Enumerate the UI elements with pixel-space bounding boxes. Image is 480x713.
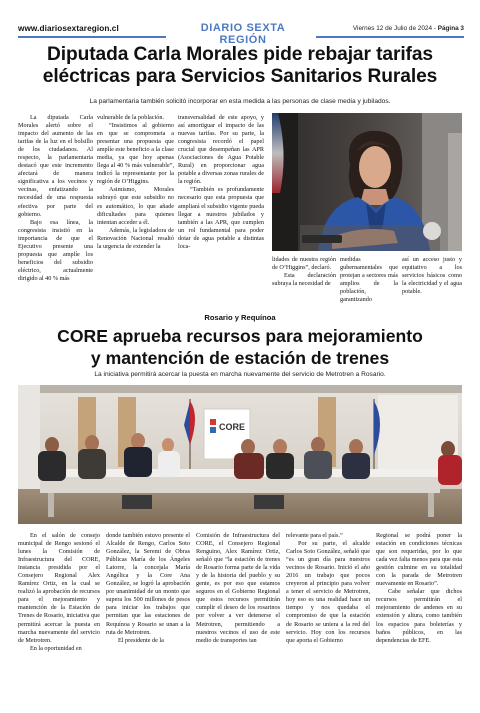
- article2-paragraph: Comisión de Infraestructura del CORE, el Consejero Regional Renguino, Alex Ramírez Ortiz, señaló que “la estación de trenes de Rosario forma parte de la vida y de la historia del pueblo y su gente, es por eso que estamos seguros en el Gobierno Regional que estos recursos permitirán cumplir el deseo de los rosarinos por volver a ver detenerse el Metrotren, permitiendo a nuestros vecinos el uso de este medio de transportes tan: [196, 532, 280, 644]
- article2-paragraph: El presidente de la: [118, 636, 164, 644]
- article1-deck: La parlamentaria también solicitó incorporar en esta medida a las personas de clase media y jubilados.: [89, 98, 391, 105]
- header-rule-right: [316, 36, 464, 38]
- article1-headline: [10, 44, 470, 88]
- article2-section-tag: Rosario y Requínoa: [204, 313, 276, 322]
- article1-paragraph: Además, la legisladora de Renovación Nacional resaltó la urgencia de extender la: [97, 226, 174, 250]
- page-date-info: [353, 25, 464, 32]
- article2-column-3: [196, 532, 280, 645]
- article2-column-5: [376, 532, 462, 645]
- article1-column-3: [178, 114, 264, 251]
- header-rule-left: [18, 36, 166, 38]
- article1-paragraph: “También es profundamente necesario que esta propuesta que ampliará el subsidio vigente pueda llegar a nuestros jubilados y también a las APR, que cumplen un rol fundamental para poder dotar de agua potable a distintas loca-: [178, 186, 264, 250]
- article1-paragraph: Esta declaración subraya la necesidad de: [272, 272, 336, 288]
- article2-deck: La iniciativa permitirá acercar la puesta en marcha nuevamente del servicio de Metrotren a Rosario.: [94, 371, 386, 378]
- article2-paragraph: donde también estuvo presente el Alcalde de Rengo, Carlos Soto González, la Seremi de Obras Públicas María de los Ángeles Latorre, la concejala María Angélica y la Core Ana González, se logró la aprobación por unanimidad de un monto que supera los 500 millones de pesos para iniciar los trabajos que permitan que las estaciones de Requínoa y Rosario se unan a la ruta de Metrotren.: [106, 532, 190, 636]
- article1-paragraph: transversalidad de este apoyo, y así amortiguar el impacto de las nuevas tarifas. Por su parte, la congresista recordó el papel crucial que desempeñan las APR (Asociaciones de Agua Potable Rural) en proporcionar agua potable a diversas zonas rurales de la región.: [178, 114, 264, 186]
- article2-paragraph: Regional se podrá poner la estación en condiciones técnicas que son requeridas, por lo que cada vez falta menos para que esta gestión culmine en su totalidad con la parada de Metrotren nuevamente en Rosario”.: [376, 532, 462, 588]
- article2-paragraph: Por su parte, el alcalde Carlos Soto González, señaló que “es un gran día para nuestros vecinos de Rosario. Inició el año 2016 un trabajo que pocos creyeron al principio para volver a tener el servicio de Metrotren, hoy eso es una realidad hace un tiempo y nos quedaba el compromiso de que la estación de Rosario se uniera a la red del servicio. Hoy con los recursos que aporta el Gobierno: [286, 540, 370, 644]
- article1-paragraph: vulnerable de la población.: [97, 114, 165, 121]
- article1-headline-line1: Diputada Carla Morales pide rebajar tarifas: [47, 44, 433, 65]
- article2-paragraph: En el salón de consejo municipal de Rengo sesionó el lunes la Comisión de Infraestructura del CORE, instancia presidida por el Consejero Regional Alex Ramírez Ortiz, en la cual se realizó la aprobación de recursos para el mejoramiento y mantención de la Estación de Trenes de Rosario, iniciativa que permitirá acercar la puesta en marcha nuevamente del servicio de Metrotren.: [18, 532, 100, 644]
- article1-paragraph: La diputada Carla Morales alertó sobre el impacto del aumento de las tarifas de la luz en el bolsillo de los ciudadanos. Al respecto, la parlamentaria destacó que este incremento afectará de manera significativa a los vecinos y vecinas, enfatizando la necesidad de una respuesta efectiva por parte del gobierno.: [18, 114, 93, 218]
- article2-headline-line2: y mantención de estación de trenes: [90, 348, 390, 368]
- article2-column-4: [286, 532, 370, 645]
- issue-date: Viernes 12 de Julio de 2024 -: [352, 25, 438, 32]
- article2-paragraph: Cabe señalar que dichos recursos permitirán el mejoramiento de andenes en su extensión y altura, como también los espacios para boleterías y baños públicos, en las dependencias de EFE.: [376, 588, 462, 644]
- diputada-photo: [272, 113, 462, 251]
- article1-paragraph: “Insistimos al gobierno en que se comprometa a presentar una propuesta que amplíe este beneficio a la clase media, ya que hoy apenas llega al 40 % más vulnerable”, indicó la representante por la región de O’Higgins.: [97, 122, 174, 186]
- article1-column-6: [402, 256, 462, 296]
- article2-paragraph: En la oportunidad en: [30, 644, 82, 652]
- diputada-photo-image: [272, 113, 462, 251]
- article2-column-1: [18, 532, 100, 653]
- article1-column-1: [18, 114, 93, 283]
- core-session-photo-image: [18, 385, 462, 524]
- core-sign-text: CORE: [219, 422, 246, 432]
- article2-column-2: [106, 532, 190, 645]
- article2-headline: [10, 325, 470, 369]
- article1-column-4: [272, 256, 336, 288]
- core-session-photo: [18, 385, 462, 524]
- article1-column-2: [97, 114, 174, 251]
- article1-paragraph: Bajo esa línea, la congresista insistió en la importancia de que el Ejecutivo presente una propuesta que amplíe los beneficios del subsidio eléctrico, actualmente dirigido al 40 % más: [18, 218, 93, 282]
- article1-column-5: [340, 256, 398, 304]
- article2-paragraph: relevante para el país.”: [286, 532, 343, 539]
- article1-headline-line2: eléctricas para Servicios Sanitarios Rurales: [42, 66, 438, 87]
- article1-paragraph: así un acceso justo y equitativo a los servicios básicos como la electricidad y el agua potable.: [402, 256, 462, 296]
- masthead: DIARIO SEXTA REGIÓN: [200, 22, 286, 46]
- site-url[interactable]: www.diariosextaregion.cl: [18, 24, 119, 33]
- article1-paragraph: lidades de nuestra región de O’Higgins”, declaró.: [272, 256, 336, 272]
- page-header: [18, 22, 464, 46]
- article1-paragraph: medidas gubernamentales que protejan a sectores más amplios de la población, garantizando: [340, 256, 398, 304]
- page-number: Página 3: [437, 25, 464, 32]
- article2-headline-line1: CORE aprueba recursos para mejoramiento: [57, 326, 423, 346]
- article1-paragraph: Asimismo, Morales subrayó que este subsidio no es automático, lo que añade dificultades para quienes intentan acceder a él.: [97, 186, 174, 226]
